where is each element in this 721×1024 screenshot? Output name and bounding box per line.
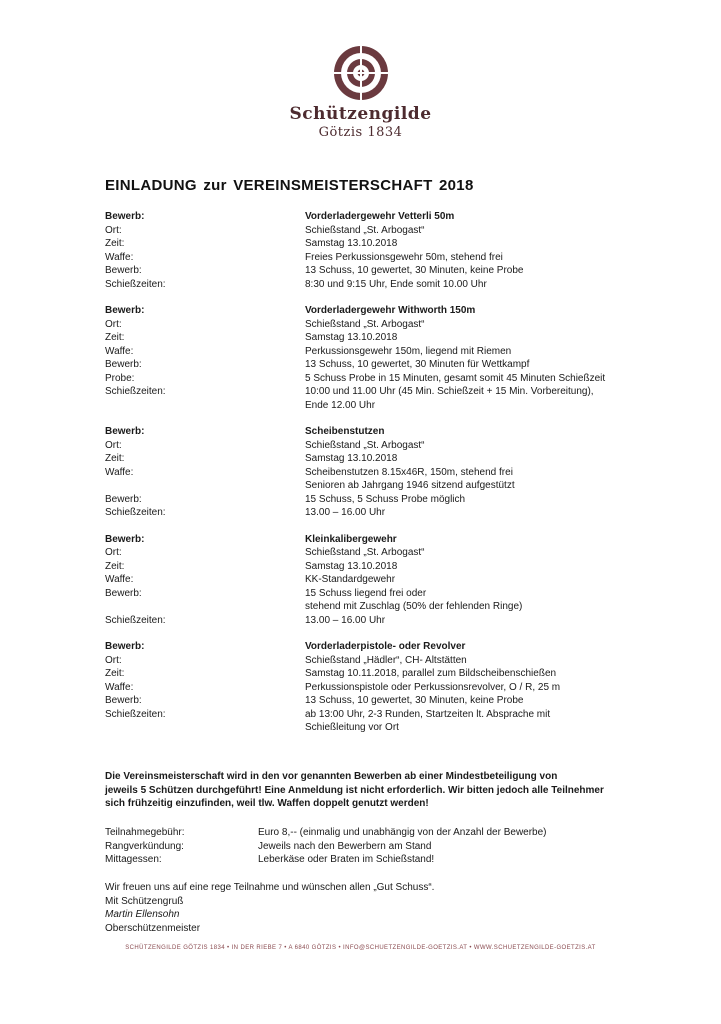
- event-row-label: Ort:: [105, 547, 122, 558]
- event-row-label: Ort:: [105, 439, 122, 451]
- event-row: [105, 654, 625, 668]
- fee-row: [105, 826, 625, 840]
- event-row-label: Bewerb:: [105, 641, 145, 652]
- event-row-label: Bewerb:: [105, 265, 142, 276]
- event-row-value: 13.00 – 16.00 Uhr: [305, 614, 386, 626]
- event-row-label: Schießzeiten:: [105, 614, 166, 626]
- event-row-value: 15 Schuss, 5 Schuss Probe möglich: [305, 493, 466, 505]
- event-row-label: [105, 600, 305, 614]
- event-row-label: Schießzeiten:: [105, 507, 166, 518]
- event-row-value: 13 Schuss, 10 gewertet, 30 Minuten, keine Probe: [305, 265, 524, 276]
- event-row-label: Schießzeiten:: [105, 278, 166, 290]
- event-row: [105, 358, 625, 372]
- event-row: [105, 573, 625, 587]
- event-row: [105, 560, 625, 574]
- event-row-label: Zeit:: [105, 560, 125, 572]
- event-row-value: Schießleitung vor Ort: [305, 722, 399, 733]
- event-row-label: Ort:: [105, 654, 122, 666]
- event-row: [105, 264, 625, 278]
- event-row-value: Ende 12.00 Uhr: [305, 399, 376, 411]
- event-row: [105, 721, 625, 735]
- closing-line: Wir freuen uns auf eine rege Teilnahme und wünschen allen „Gut Schuss“.: [105, 882, 435, 893]
- fee-label: Mittagessen:: [105, 854, 162, 865]
- event-row: [105, 587, 625, 601]
- event-row-value: Samstag 13.10.2018: [305, 332, 398, 343]
- event-row: [105, 345, 625, 359]
- event-row-label: Bewerb:: [105, 533, 145, 545]
- event-row-label: Zeit:: [105, 668, 125, 679]
- event-block: [105, 533, 625, 628]
- event-row: [105, 546, 625, 560]
- signature: Martin Ellensohn: [105, 909, 180, 920]
- event-row: [105, 452, 625, 466]
- event-row: [105, 278, 625, 292]
- event-row-value: Perkussionspistole oder Perkussionsrevolver, O / R, 25 m: [305, 681, 561, 693]
- event-row-value: Vorderladergewehr Vetterli 50m: [305, 211, 455, 222]
- event-row-label: Waffe:: [105, 251, 134, 263]
- event-row: [105, 533, 625, 547]
- event-row-label: Waffe:: [105, 345, 134, 357]
- event-row-value: Scheibenstutzen: [305, 426, 385, 437]
- fees-list: [105, 826, 625, 867]
- event-row: [105, 237, 625, 251]
- event-block: [105, 640, 625, 735]
- event-row-value: 13 Schuss, 10 gewertet, 30 Minuten für Wettkampf: [305, 359, 530, 370]
- event-row: [105, 372, 625, 386]
- fee-label: Teilnahmegebühr:: [105, 827, 185, 838]
- event-row-value: Samstag 13.10.2018: [305, 238, 398, 249]
- event-row-label: Zeit:: [105, 238, 125, 249]
- event-row-value: Schießstand „St. Arbogast“: [305, 224, 425, 236]
- event-row-value: stehend mit Zuschlag (50% der fehlenden Ringe): [305, 601, 523, 612]
- event-row-label: Waffe:: [105, 466, 134, 478]
- event-row-label: Bewerb:: [105, 493, 142, 505]
- event-row-label: [105, 721, 305, 735]
- fee-value: Euro 8,-- (einmalig und unabhängig von der Anzahl der Bewerbe): [258, 827, 547, 838]
- event-row-value: Freies Perkussionsgewehr 50m, stehend frei: [305, 251, 503, 263]
- event-row: [105, 667, 625, 681]
- event-row-value: Samstag 13.10.2018: [305, 453, 398, 464]
- notice-line: jeweils 5 Schützen durchgeführt! Eine Anmeldung ist nicht erforderlich. Wir bitten jedoch alle Teilnehmer: [105, 784, 604, 796]
- events-list: [105, 210, 625, 748]
- event-row-label: [105, 479, 305, 493]
- event-row-value: ab 13:00 Uhr, 2-3 Runden, Startzeiten lt. Absprache mit: [305, 708, 551, 720]
- fee-row: [105, 840, 625, 854]
- event-row-label: Bewerb:: [105, 305, 145, 316]
- event-row-label: Schießzeiten:: [105, 708, 166, 720]
- event-row-value: Kleinkalibergewehr: [305, 533, 397, 545]
- event-row-label: Bewerb:: [105, 695, 142, 706]
- event-row-label: Bewerb:: [105, 587, 142, 599]
- event-row-value: 13.00 – 16.00 Uhr: [305, 507, 386, 518]
- event-row-label: Probe:: [105, 372, 135, 384]
- event-row: [105, 640, 625, 654]
- event-row-value: Schießstand „St. Arbogast“: [305, 439, 425, 451]
- notice-line: Die Vereinsmeisterschaft wird in den vor genannten Bewerben ab einer Mindestbeteiligung von: [105, 771, 558, 782]
- brand-name: Schützengilde: [289, 104, 432, 124]
- target-icon: [333, 45, 389, 101]
- event-block: [105, 210, 625, 291]
- event-row-value: Vorderladerpistole- oder Revolver: [305, 641, 466, 652]
- event-row-value: 15 Schuss liegend frei oder: [305, 587, 427, 599]
- event-row: [105, 425, 625, 439]
- event-row-label: Bewerb:: [105, 211, 145, 222]
- brand-subtitle: Götzis 1834: [318, 125, 403, 140]
- event-row-label: Bewerb:: [105, 359, 142, 370]
- event-row: [105, 210, 625, 224]
- event-row-value: 5 Schuss Probe in 15 Minuten, gesamt somit 45 Minuten Schießzeit: [305, 372, 606, 384]
- event-row: [105, 331, 625, 345]
- fee-label: Rangverkündung:: [105, 840, 184, 852]
- event-row-value: Schießstand „St. Arbogast“: [305, 318, 425, 330]
- event-row-label: [105, 399, 305, 413]
- event-row: [105, 224, 625, 238]
- fee-value: Leberkäse oder Braten im Schießstand!: [258, 854, 435, 865]
- fee-row: [105, 853, 625, 867]
- greeting-line: Mit Schützengruß: [105, 895, 184, 907]
- event-row-value: 13 Schuss, 10 gewertet, 30 Minuten, keine Probe: [305, 695, 524, 706]
- event-row: [105, 694, 625, 708]
- event-row: [105, 614, 625, 628]
- closing: [105, 881, 625, 935]
- event-row: [105, 385, 625, 399]
- event-row: [105, 466, 625, 480]
- event-row-value: Vorderladergewehr Withworth 150m: [305, 305, 476, 316]
- notice-line: sich frühzeitig einzufinden, weil tlw. Waffen doppelt genutzt werden!: [105, 798, 429, 809]
- event-row: [105, 600, 625, 614]
- event-row: [105, 399, 625, 413]
- event-row-value: Perkussionsgewehr 150m, liegend mit Riemen: [305, 345, 512, 357]
- logo: [0, 45, 721, 140]
- event-row-value: KK-Standardgewehr: [305, 574, 396, 585]
- event-row-value: Schießstand „Hädler“, CH- Altstätten: [305, 654, 467, 666]
- event-row: [105, 251, 625, 265]
- event-row: [105, 708, 625, 722]
- event-row-label: Ort:: [105, 224, 122, 236]
- event-row: [105, 479, 625, 493]
- event-row: [105, 304, 625, 318]
- event-row: [105, 439, 625, 453]
- event-row-label: Waffe:: [105, 574, 134, 585]
- event-row-label: Ort:: [105, 318, 122, 330]
- event-row-label: Zeit:: [105, 332, 125, 343]
- event-row: [105, 506, 625, 520]
- signer-role: Oberschützenmeister: [105, 922, 201, 934]
- event-row-value: Samstag 13.10.2018: [305, 560, 398, 572]
- event-row-value: Schießstand „St. Arbogast“: [305, 547, 425, 558]
- event-row-value: 10:00 und 11.00 Uhr (45 Min. Schießzeit + 15 Min. Vorbereitung),: [305, 386, 594, 397]
- event-row-label: Zeit:: [105, 453, 125, 464]
- event-row: [105, 318, 625, 332]
- fee-value: Jeweils nach den Bewerbern am Stand: [258, 840, 432, 852]
- event-row-label: Bewerb:: [105, 426, 145, 437]
- event-row-value: 8:30 und 9:15 Uhr, Ende somit 10.00 Uhr: [305, 278, 487, 290]
- document-title: EINLADUNG zur VEREINSMEISTERSCHAFT 2018: [105, 177, 474, 194]
- event-row: [105, 681, 625, 695]
- footer-address: SCHÜTZENGILDE GÖTZIS 1834 • IN DER RIEBE 7 • A 6840 GÖTZIS • INFO@SCHUETZENGILDE-GOETZIS.AT • WWW.SCHUETZENGILDE-GOETZIS.AT: [125, 945, 596, 951]
- event-row-value: Senioren ab Jahrgang 1946 sitzend aufgestützt: [305, 480, 515, 491]
- notice-paragraph: [105, 770, 625, 811]
- event-row-label: Schießzeiten:: [105, 386, 166, 397]
- event-row-label: Waffe:: [105, 681, 134, 693]
- event-row: [105, 493, 625, 507]
- event-row-value: Scheibenstutzen 8.15x46R, 150m, stehend frei: [305, 466, 513, 478]
- event-block: [105, 304, 625, 412]
- event-block: [105, 425, 625, 520]
- event-row-value: Samstag 10.11.2018, parallel zum Bildscheibenschießen: [305, 668, 557, 679]
